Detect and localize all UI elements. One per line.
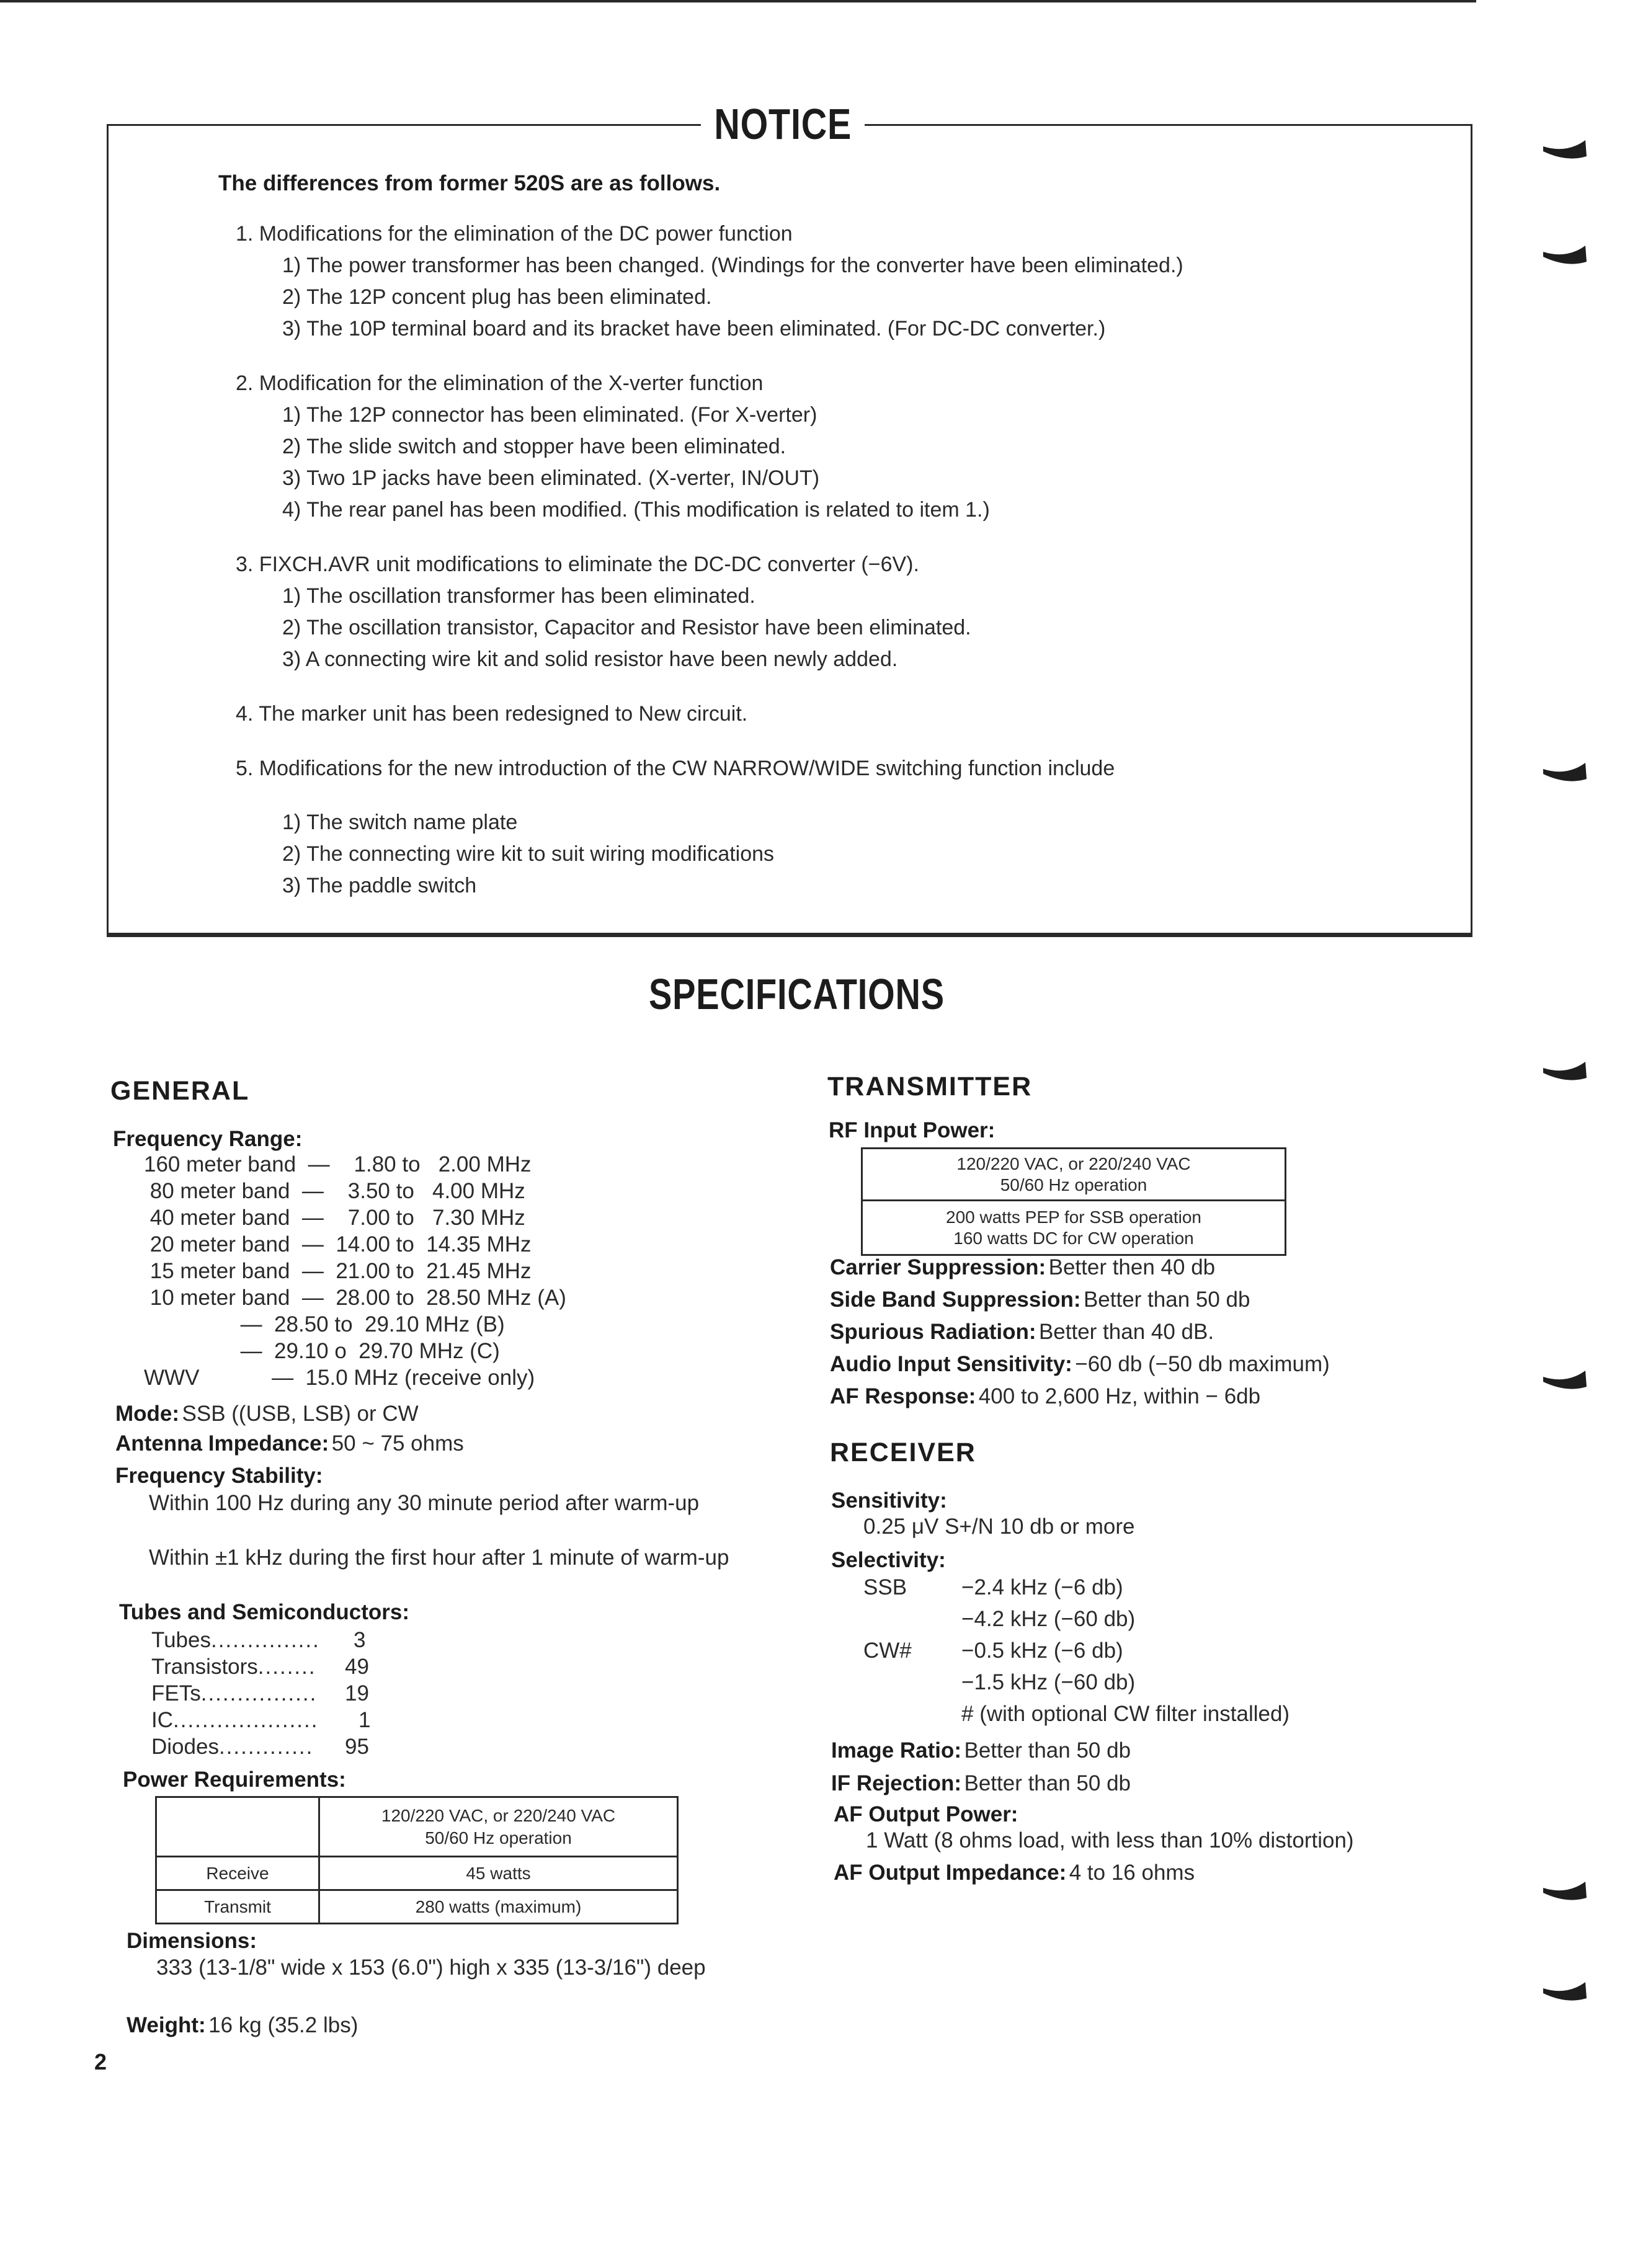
spec-value: Better then 40 db: [1048, 1255, 1216, 1279]
sensitivity-label: Sensitivity:: [831, 1488, 947, 1513]
spec-value: Better than 50 db: [964, 1738, 1131, 1763]
power-value-cell: 45 watts: [319, 1857, 678, 1890]
rf-input-table: [861, 1147, 1286, 1256]
tube-count: 19: [345, 1681, 369, 1705]
antenna-value: 50 ~ 75 ohms: [331, 1431, 464, 1456]
sensitivity-value: 0.25 μV S+/N 10 db or more: [863, 1514, 1135, 1539]
tube-row: [151, 1628, 320, 1653]
notice-intro: The differences from former 520S are as follows.: [218, 171, 721, 195]
tube-name: FETs: [151, 1681, 201, 1705]
binder-mark-icon: [1542, 760, 1588, 785]
tube-row: [151, 1681, 317, 1706]
spec-label: Audio Input Sensitivity:: [830, 1352, 1072, 1376]
freq-row: — 28.50 to 29.10 MHz (B): [144, 1312, 505, 1336]
notice-sub-item: 1) The power transformer has been changed. (Windings for the converter have been eliminated.): [282, 254, 1183, 277]
weight-value: 16 kg (35.2 lbs): [208, 2013, 359, 2037]
audio-input-spec: [830, 1352, 1330, 1377]
notice-sub-item: 2) The 12P concent plug has been eliminated.: [282, 285, 712, 309]
af-output-impedance-spec: [834, 1861, 1195, 1885]
selectivity-value: −2.4 kHz (−6 db): [961, 1575, 1123, 1599]
spec-label: Carrier Suppression:: [830, 1255, 1046, 1279]
notice-item-heading: 1. Modifications for the elimination of the DC power function: [236, 222, 793, 246]
spec-value: Better than 50 db: [1083, 1287, 1250, 1312]
tube-count: 49: [345, 1655, 369, 1679]
power-requirements-table: [155, 1796, 679, 1924]
binder-mark-icon: [1542, 1980, 1588, 2004]
tube-name: Diodes: [151, 1735, 219, 1759]
power-table-corner: [156, 1797, 319, 1857]
dot-leader: .............: [218, 1735, 314, 1759]
notice-item-heading: 2. Modification for the elimination of the X-verter function: [236, 371, 764, 395]
af-response-spec: [830, 1384, 1260, 1409]
tube-count: 95: [345, 1735, 369, 1759]
antenna-label: Antenna Impedance:: [115, 1431, 329, 1456]
notice-list: [236, 218, 1433, 925]
stability-line-1: Within 100 Hz during any 30 minute period after warm-up: [149, 1491, 700, 1515]
notice-sub-item: 3) The 10P terminal board and its bracket have been eliminated. (For DC-DC converter.): [282, 317, 1106, 340]
spec-value: Better than 50 db: [964, 1771, 1131, 1795]
antenna-spec: [115, 1431, 464, 1456]
selectivity-note: # (with optional CW filter installed): [961, 1702, 1290, 1726]
power-mode-cell: Transmit: [156, 1890, 319, 1924]
notice-item-heading: 5. Modifications for the new introduction of the CW NARROW/WIDE switching function include: [236, 757, 1115, 780]
spurious-radiation-spec: [830, 1320, 1214, 1345]
freq-row: WWV — 15.0 MHz (receive only): [144, 1366, 535, 1390]
general-heading: GENERAL: [110, 1076, 250, 1106]
notice-item: [236, 368, 1433, 526]
notice-sub-item: 3) Two 1P jacks have been eliminated. (X-verter, IN/OUT): [282, 466, 820, 490]
spec-value: Better than 40 dB.: [1038, 1320, 1214, 1344]
freq-row: 20 meter band — 14.00 to 14.35 MHz: [144, 1232, 532, 1256]
selectivity-mode: CW#: [863, 1639, 912, 1663]
mode-label: Mode:: [115, 1402, 180, 1426]
power-mode-cell: Receive: [156, 1857, 319, 1890]
frequency-range-label: Frequency Range:: [113, 1127, 303, 1151]
receiver-heading: RECEIVER: [830, 1438, 976, 1467]
selectivity-mode: SSB: [863, 1575, 907, 1599]
binder-mark-icon: [1542, 138, 1588, 162]
notice-item: [236, 549, 1433, 675]
rf-table-row: 120/220 VAC, or 220/240 VAC 50/60 Hz operation: [862, 1149, 1286, 1201]
spec-label: Side Band Suppression:: [830, 1287, 1081, 1312]
mode-spec: [115, 1402, 419, 1426]
selectivity-value: −4.2 kHz (−60 db): [961, 1607, 1136, 1631]
power-requirements-label: Power Requirements:: [123, 1768, 346, 1792]
notice-title: NOTICE: [701, 99, 865, 149]
tube-name: Transistors: [151, 1655, 258, 1679]
notice-item: [236, 753, 1433, 902]
notice-sub-item: 1) The oscillation transformer has been eliminated.: [282, 584, 755, 608]
image-ratio-spec: [831, 1738, 1131, 1763]
spec-label: AF Response:: [830, 1384, 976, 1408]
spec-value: −60 db (−50 db maximum): [1075, 1352, 1330, 1376]
notice-sub-item: 2) The slide switch and stopper have been eliminated.: [282, 435, 786, 458]
dimensions-value: 333 (13-1/8" wide x 153 (6.0") high x 335 (13-3/16") deep: [156, 1955, 706, 1980]
transmitter-heading: TRANSMITTER: [827, 1072, 1033, 1101]
spec-label: Spurious Radiation:: [830, 1320, 1036, 1344]
dot-leader: ................: [200, 1681, 318, 1705]
freq-row: — 29.10 o 29.70 MHz (C): [144, 1339, 500, 1363]
notice-sub-item: 1) The 12P connector has been eliminated. (For X-verter): [282, 403, 817, 427]
dot-leader: ........: [257, 1655, 316, 1679]
dimensions-label: Dimensions:: [127, 1929, 257, 1953]
if-rejection-spec: [831, 1771, 1131, 1796]
notice-sub-item: 1) The switch name plate: [282, 811, 518, 834]
af-output-power-label: AF Output Power:: [834, 1802, 1018, 1826]
selectivity-label: Selectivity:: [831, 1548, 946, 1572]
tube-row: [151, 1735, 313, 1759]
binder-mark-icon: [1542, 1368, 1588, 1393]
tubes-label: Tubes and Semiconductors:: [119, 1600, 410, 1624]
selectivity-value: −0.5 kHz (−6 db): [961, 1639, 1123, 1663]
binder-mark-icon: [1542, 243, 1588, 268]
tube-count: 1: [359, 1708, 371, 1732]
spec-value: 4 to 16 ohms: [1069, 1861, 1195, 1885]
mode-value: SSB ((USB, LSB) or CW: [182, 1402, 419, 1426]
notice-item: [236, 218, 1433, 345]
freq-row: 80 meter band — 3.50 to 4.00 MHz: [144, 1179, 525, 1203]
spec-label: IF Rejection:: [831, 1771, 962, 1795]
spec-value: 400 to 2,600 Hz, within − 6db: [978, 1384, 1261, 1408]
freq-row: 160 meter band — 1.80 to 2.00 MHz: [144, 1152, 532, 1176]
specifications-title: SPECIFICATIONS: [649, 970, 945, 1018]
notice-sub-item: 2) The oscillation transistor, Capacitor and Resistor have been eliminated.: [282, 616, 971, 639]
notice-bottom-rule: [107, 935, 1472, 937]
notice-sub-item: 3) A connecting wire kit and solid resistor have been newly added.: [282, 647, 898, 671]
notice-sub-item: 3) The paddle switch: [282, 874, 477, 897]
power-table-header: 120/220 VAC, or 220/240 VAC 50/60 Hz operation: [319, 1797, 678, 1857]
tube-name: IC: [151, 1708, 173, 1732]
tube-row: [151, 1655, 316, 1679]
stability-line-2: Within ±1 kHz during the first hour after 1 minute of warm-up: [149, 1545, 729, 1570]
notice-item: [236, 698, 1433, 730]
tube-name: Tubes: [151, 1628, 211, 1652]
notice-item-heading: 3. FIXCH.AVR unit modifications to eliminate the DC-DC converter (−6V).: [236, 553, 919, 576]
notice-item-heading: 4. The marker unit has been redesigned to New circuit.: [236, 702, 748, 726]
af-output-power-value: 1 Watt (8 ohms load, with less than 10% distortion): [866, 1828, 1354, 1852]
weight-label: Weight:: [127, 2013, 206, 2037]
spec-label: AF Output Impedance:: [834, 1861, 1067, 1885]
binder-mark-icon: [1542, 1059, 1588, 1084]
freq-row: 15 meter band — 21.00 to 21.45 MHz: [144, 1259, 532, 1283]
weight-spec: [127, 2013, 358, 2038]
tube-count: 3: [354, 1628, 366, 1652]
dot-leader: ...............: [210, 1628, 320, 1652]
carrier-suppression-spec: [830, 1255, 1215, 1280]
freq-row: 40 meter band — 7.00 to 7.30 MHz: [144, 1206, 525, 1230]
notice-sub-item: 2) The connecting wire kit to suit wiring modifications: [282, 842, 775, 866]
binder-mark-icon: [1542, 1879, 1588, 1904]
spec-label: Image Ratio:: [831, 1738, 962, 1763]
freq-row: 10 meter band — 28.00 to 28.50 MHz (A): [144, 1286, 566, 1310]
sideband-suppression-spec: [830, 1287, 1250, 1312]
notice-sub-item: 4) The rear panel has been modified. (This modification is related to item 1.): [282, 498, 990, 522]
dot-leader: ....................: [173, 1708, 319, 1732]
page-number: 2: [94, 2049, 107, 2075]
tube-row: [151, 1708, 318, 1733]
stability-label: Frequency Stability:: [115, 1464, 323, 1488]
power-value-cell: 280 watts (maximum): [319, 1890, 678, 1924]
rf-input-label: RF Input Power:: [829, 1118, 995, 1142]
top-rule: [0, 0, 1476, 2]
selectivity-value: −1.5 kHz (−60 db): [961, 1670, 1136, 1694]
rf-table-row: 200 watts PEP for SSB operation 160 watts DC for CW operation: [862, 1201, 1286, 1255]
